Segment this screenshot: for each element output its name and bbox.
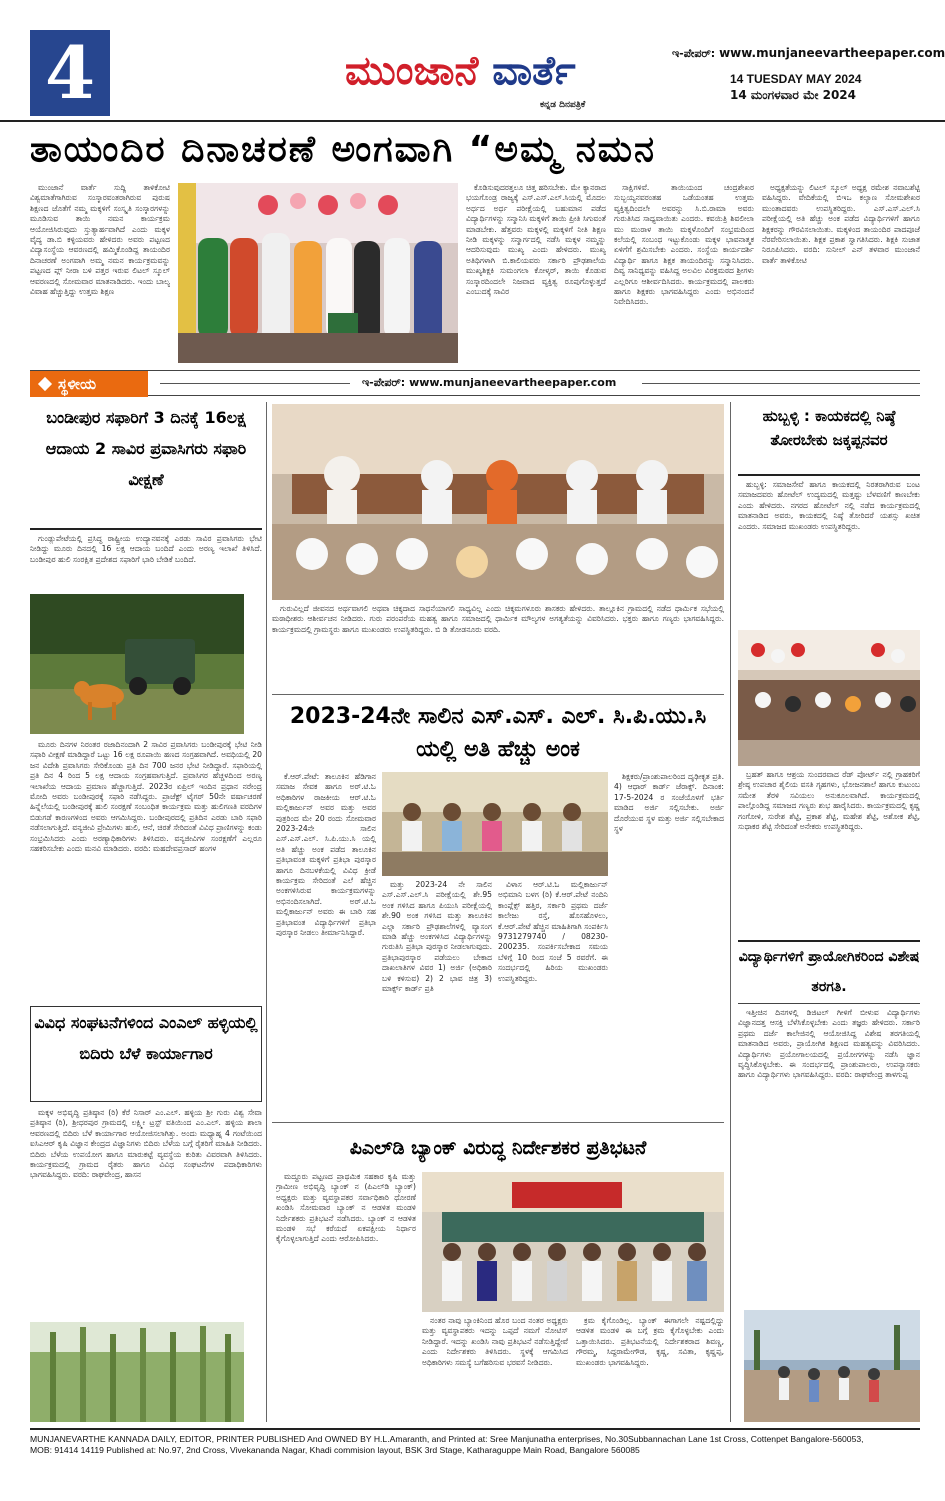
center-photo-image [272, 404, 724, 600]
hubli-body-2 [738, 770, 920, 936]
hubli-body-2-text: ಬ್ರಹತ್ ಹಾಗೂ ಆಶ್ರಯ ಸುಂದರವಾದ ರೆಡ್ ಪೋರ್ಟ್ ನಲ್ಲಿ ಗ್ರಾಹಕರಿಗೆ ಶ್ರೇಷ್ಠ ಉಪಚಾರ ಶೈಲಿಯ ವಸತಿ ಗೃಹಗಳು, ಭೋಜನಶಾಲೆ ಹಾಗೂ ಕುಟುಂಬ ಸಮೇತ ತೆರಳಿ ಸವಿಯಲು ಅನುಕೂಲವಾಗಿದೆ. ಕಾರ್ಯಕ್ರಮದಲ್ಲಿ ಪಾಲ್ಗೊಂಡಿದ್ದ ಸಮಾಜದ ಗಣ್ಯರು ಶುಭ ಹಾರೈಸಿದರು. ಕಾರ್ಯಕ್ರಮದಲ್ಲಿ ಕೃಷ್ಣ ಗಂಗೋಳಿ, ಸುರೇಶ ಶೆಟ್ಟಿ, ಪ್ರಕಾಶ ಶೆಟ್ಟಿ, ಮಹೇಶ ಶೆಟ್ಟಿ, ಅಶೋಕ ಶೆಟ್ಟಿ, ಸುಧಾಕರ ಶೆಟ್ಟಿ ಸೇರಿದಂತೆ ಅನೇಕರು ಉಪಸ್ಥಿತರಿದ್ದರು. [738, 770, 920, 832]
safari-photo-image [30, 594, 244, 734]
logo-word-munjane: ಮುಂಜಾನೆ [345, 48, 479, 94]
logo-subtitle: ಕನ್ನಡ ದಿನಪತ್ರಿಕೆ [540, 100, 586, 110]
section-tag-local: ಸ್ಥಳೀಯ [30, 371, 148, 397]
sslc-column-4 [614, 772, 724, 902]
bandipur-headline: ಬಂಡೀಪುರ ಸಫಾರಿಗೆ 3 ದಿನಕ್ಕೆ 16ಲಕ್ಷ ಆದಾಯ 2 ಸಾವಿರ ಪ್ರವಾಸಿಗರು ಸಫಾರಿ ವೀಕ್ಷಣೆ [30, 402, 262, 530]
lead-column-4 [762, 183, 920, 363]
bandipur-intro [30, 534, 262, 590]
bamboo-body-text: ಮಕ್ಕಳ ಅಭಿವೃದ್ಧಿ ಪ್ರತಿಷ್ಠಾನ (ರಿ) ಕೆರೆ ನಿಸಾರ್ ಎಂ.ಎಲ್. ಹಳ್ಳಿಯ ಶ್ರೀ ಗುರು ವಿಶ್ವ ಸೇವಾ ಪ್ರತಿಷ್ಠಾನ (ರಿ), ಶ್ರೀಧರಪುರ ಗ್ರಾಮದಲ್ಲಿ ಲಕ್ಷ್ಮೀ ಟ್ರಸ್ಟ್ ವತಿಯಿಂದ ಎಂ.ಎಲ್. ಹಳ್ಳಿಯ ಶಾಲಾ ಆವರಣದಲ್ಲಿ ಬಿದಿರು ಬೆಳೆ ಕಾರ್ಯಾಗಾರ ಆಯೋಜಿಸಲಾಗಿತ್ತು. ಅಂದು ಮಧ್ಯಾಹ್ನ 4 ಗಂಟೆಯಿಂದ ಐಸಿಎಆರ್ ಕೃಷಿ ವಿಜ್ಞಾನ ಕೇಂದ್ರದ ವಿಜ್ಞಾನಿಗಳು ಬಿದಿರು ಬೆಳೆಯ ಬಗ್ಗೆ ರೈತರಿಗೆ ಮಾಹಿತಿ ನೀಡಿದರು. ಬಿದಿರು ಬೆಳೆಯ ಉಪಯೋಗ ಹಾಗೂ ಮಾರುಕಟ್ಟೆ ವ್ಯವಸ್ಥೆಯ ಕುರಿತು ವಿವರವಾಗಿ ತಿಳಿಸಿದರು. ಕಾರ್ಯಕ್ರಮದಲ್ಲಿ ಗ್ರಾಮದ ರೈತರು ಹಾಗೂ ವಿವಿಧ ಸಂಘಟನೆಗಳ ಪದಾಧಿಕಾರಿಗಳು ಭಾಗವಹಿಸಿದ್ದರು. ವರದಿ: ರಾಘವೇಂದ್ರ, ಹಾಸನ [30, 1108, 262, 1180]
pld-column-3-text: ಕ್ರಮ ಕೈಗೊಂಡಿಲ್ಲ. ಬ್ಯಾಂಕ್ ಈಗಾಗಲೇ ನಷ್ಟದಲ್ಲಿದ್ದು ಆಡಳಿತ ಮಂಡಳಿ ಈ ಬಗ್ಗೆ ಕ್ರಮ ಕೈಗೊಳ್ಳಬೇಕು ಎಂದು ಒತ್ತಾಯಿಸಿದರು. ಪ್ರತಿಭಟನೆಯಲ್ಲಿ ನಿರ್ದೇಶಕರಾದ ಶಿವಣ್ಣ, ಗೌರಮ್ಮ, ಸಿದ್ದರಾಮೇಗೌಡ, ಕೃಷ್ಣ, ಸವಿತಾ, ಕೃಷ್ಣಪ್ಪ, ಮುಖಂಡರು ಭಾಗವಹಿಸಿದ್ದರು. [576, 1316, 724, 1367]
lead-column-4-text: ಅಧ್ಯಕ್ಷತೆಯನ್ನು ಲಿಟಲ್ ಸ್ಕೂಲ್ ಅಧ್ಯಕ್ಷ ರಮೇಶ ನವಾಬಶೆಟ್ಟಿ ವಹಿಸಿದ್ದರು. ವೇದಿಕೆಯಲ್ಲಿ ಬಿಇಒ ಕಲ್ಯಾಣ ಸೋಮಶೇಖರ ಮುಂತಾದವರು ಉಪಸ್ಥಿತರಿದ್ದರು. ಎಸ್.ಎಸ್.ಎಲ್.ಸಿ ಪರೀಕ್ಷೆಯಲ್ಲಿ ಅತಿ ಹೆಚ್ಚು ಅಂಕ ಪಡೆದ ವಿದ್ಯಾರ್ಥಿಗಳಿಗೆ ಹಾಗೂ ಶಿಕ್ಷಕರನ್ನು ಗೌರವಿಸಲಾಯಿತು. ಮಕ್ಕಳಿಂದ ತಾಯಂದಿರ ಪಾದಪೂಜೆ ನೆರವೇರಿಸಲಾಯಿತು. ಶಿಕ್ಷಕ ಪ್ರಕಾಶ ಸ್ವಾಗತಿಸಿದರು. ಶಿಕ್ಷಕಿ ಸುಜಾತ ನಿರೂಪಿಸಿದರು. ವರದಿ: ಸುನೀಲ್ ಎನ್ ತಳವಾರ ಮುಂಜಾನೆ ವಾರ್ತೆ ತಾಳಿಕೋಟಿ [762, 183, 920, 265]
lead-column-3-text: ಸಾಕ್ಷಿಗಳಿವೆ. ತಾಯಿಯಂದ ಚಂದ್ರಶೇಖರ ಸುಬ್ಬಯ್ಯನವರಂತಹ ಒಡೆಯಂತಹ ಉತ್ತಮ ವ್ಯಕ್ತಿತ್ವದಿಂದಲೇ ಅವರನ್ನು ಸಿ.ಬಿ.ರಾಮಾ ಅವರು ಗುರುತಿಸಿದ ಸಾಧ್ಯವಾಯಿತು ಎಂದರು. ಕವಯಿತ್ರಿ ಶಿವಲೀಲಾ ಮು ಮುರಾಳ ತಾಯಿ ಮಕ್ಕಳೊಂದಿಗೆ ಸಂಭ್ರಮದಿಂದ ಕಲೆಯಲ್ಲಿ ಸಂಬಂಧ ಇಟ್ಟುಕೊಂಡು ಮಕ್ಕಳ ಭಾವನಾತ್ಮಕ ಏಳಿಗೆಗೆ ಶ್ರಮಿಸಬೇಕು ಎಂದರು. ಸಂಸ್ಥೆಯ ಕಾರ್ಯದರ್ಶಿ ವಿದ್ಯಾರ್ಥಿ ಹಾಗೂ ಶಿಕ್ಷಕ ತಾಯಂದಿರನ್ನು ಸನ್ಮಾನಿಸಿದರು. ದಿವ್ಯ ಸಾನಿಧ್ಯವನ್ನು ವಹಿಸಿದ್ದ ಅಲವಿಲ ವಿರಕ್ತಮಠದ ಶ್ರೀಗಳು ಎಲ್ಲರಿಗೂ ಆಶೀರ್ವದಿಸಿದರು. ಕಾರ್ಯಕ್ರಮದಲ್ಲಿ ಪಾಲಕರು ಹಾಗೂ ಶಿಕ್ಷಕರು ಭಾಗವಹಿಸಿದ್ದರು ಎಂದು ಅಭಿನಂದನೆ ನಿವೇದಿಸಿದರು. [614, 183, 754, 307]
epaper-link[interactable] [672, 46, 945, 61]
bamboo-photo-image [30, 1322, 244, 1422]
pld-column-1-text: ಮದ್ದೂರು ಪಟ್ಟಣದ ಪ್ರಾಥಮಿಕ ಸಹಕಾರ ಕೃಷಿ ಮತ್ತು ಗ್ರಾಮೀಣ ಅಭಿವೃದ್ಧಿ ಬ್ಯಾಂಕ್ ನ (ಪಿಎಲ್‌ಡಿ ಬ್ಯಾಂಕ್) ಅಧ್ಯಕ್ಷರು ಮತ್ತು ವ್ಯವಸ್ಥಾಪಕರ ಸರ್ವಾಧಿಕಾರಿ ಧೋರಣೆ ಖಂಡಿಸಿ ಸೋಮವಾರ ಬ್ಯಾಂಕ್ ನ ಆಡಳಿತ ಮಂಡಳಿ ನಿರ್ದೇಶಕರು ಪ್ರತಿಭಟನೆ ನಡೆಸಿದರು. ಬ್ಯಾಂಕ್ ನ ಆಡಳಿತ ಮಂಡಳಿ ಸಭೆ ಕರೆಯದೆ ಏಕಪಕ್ಷೀಯ ನಿರ್ಧಾರ ಕೈಗೊಳ್ಳಲಾಗುತ್ತಿದೆ ಎಂದು ಆರೋಪಿಸಿದರು. [276, 1172, 416, 1244]
page-number: 4 [30, 30, 110, 116]
special-class-headline: ವಿದ್ಯಾರ್ಥಿಗಳಿಗೆ ಪ್ರಾಯೋಗಿಕರಿಂದ ವಿಶೇಷ ತರಗತಿ. [738, 940, 920, 1004]
bandipur-body [30, 740, 262, 1000]
section-rule-right [642, 383, 920, 384]
sslc-column-2-text: ಮತ್ತು 2023-24 ನೇ ಸಾಲಿನ ಎಸ್.ಎಸ್.ಎಲ್.ಸಿ ಪರೀಕ್ಷೆಯಲ್ಲಿ ಶೇ.95 ಅಂಕ ಗಳಿಸಿದ ಹಾಗೂ ಪಿಯುಸಿ ಪರೀಕ್ಷೆಯಲ್ಲಿ ಶೇ.90 ಅಂಕ ಗಳಿಸಿದ ಮತ್ತು ತಾಲೂಕಿನ ಎಲ್ಲಾ ಸರ್ಕಾರಿ ಪ್ರೌಢಶಾಲೆಗಳಲ್ಲಿ ವ್ಯಾಸಂಗ ಮಾಡಿ ಹೆಚ್ಚು ಅಂಕಗಳಿಸಿದ ವಿದ್ಯಾರ್ಥಿಗಳನ್ನು ಗುರುತಿಸಿ ಪ್ರತಿಭಾ ಪುರಸ್ಕಾರ ನೀಡಲಾಗುವುದು. ಪ್ರತಿಭಾಪುರಸ್ಕಾರ ಪಡೆಯಲು ಬೇಕಾದ ದಾಖಲಾತಿಗಳ ವಿವರ 1) ಅರ್ಜಿ (ಅಧಿಕಾರಿ ಬಳಿ ಕಳಿಸುವ) 2) 2 ಭಾವ ಚಿತ್ರ 3) ಮಾರ್ಕ್ಸ್ ಕಾರ್ಡ್ ಪ್ರತಿ [382, 880, 492, 994]
special-class-body [738, 1008, 920, 1306]
epaper-label: ಇ-ಪೇಪರ್: [672, 47, 716, 60]
newspaper-logo [345, 46, 635, 96]
center-photo-caption [272, 604, 724, 690]
column-divider-left [266, 402, 267, 1422]
sslc-column-1 [276, 772, 376, 1120]
sslc-column-2 [382, 880, 492, 1120]
sslc-column-3 [498, 880, 608, 1120]
center-divider-2 [272, 1122, 724, 1123]
bandipur-safari-photo [30, 594, 244, 734]
pld-column-2-text: ನಂತರ ನಾವು ಬ್ಯಾಂಕಿನಿಂದ ಹೊರ ಬಂದ ನಂತರ ಅಧ್ಯಕ್ಷರು ಮತ್ತು ವ್ಯವಸ್ಥಾಪಕರು ಇದನ್ನು ಒಪ್ಪದೆ ನಮಗೆ ನೋಟಿಸ್ ನೀಡಿದ್ದಾರೆ. ಇದನ್ನು ಖಂಡಿಸಿ ನಾವು ಪ್ರತಿಭಟನೆ ನಡೆಸುತ್ತಿದ್ದೇವೆ ಎಂದು ನಿರ್ದೇಶಕರು ತಿಳಿಸಿದರು. ಸ್ಥಳಕ್ಕೆ ಆಗಮಿಸಿದ ಅಧಿಕಾರಿಗಳು ಸಮಸ್ಯೆ ಬಗೆಹರಿಸುವ ಭರವಸೆ ನೀಡಿದರು. [422, 1316, 568, 1367]
pld-protest-photo [422, 1172, 724, 1312]
special-class-photo [744, 1310, 920, 1422]
lead-photo-image [178, 183, 458, 363]
bamboo-photo [30, 1322, 244, 1422]
special-class-body-text: ಇತ್ತೀಚಿನ ದಿನಗಳಲ್ಲಿ ಡಿಜಿಟಲ್ ಗೀಳಿಗೆ ಬೀಳುವ ವಿದ್ಯಾರ್ಥಿಗಳು ವಿಜ್ಞಾನದತ್ತ ಆಸಕ್ತಿ ಬೆಳೆಸಿಕೊಳ್ಳಬೇಕು ಎಂದು ತಜ್ಞರು ಹೇಳಿದರು. ಸರ್ಕಾರಿ ಪ್ರಥಮ ದರ್ಜೆ ಕಾಲೇಜಿನಲ್ಲಿ ಆಯೋಜಿಸಿದ್ದ ವಿಶೇಷ ತರಗತಿಯಲ್ಲಿ ಮಾತನಾಡಿದ ಅವರು, ಪ್ರಾಯೋಗಿಕ ಶಿಕ್ಷಣದ ಮಹತ್ವವನ್ನು ವಿವರಿಸಿದರು. ವಿದ್ಯಾರ್ಥಿಗಳು ಪ್ರಯೋಗಾಲಯದಲ್ಲಿ ಪ್ರಯೋಗಗಳನ್ನು ನಡೆಸಿ ಜ್ಞಾನ ವೃದ್ಧಿಸಿಕೊಳ್ಳಬೇಕು. ಈ ಸಂದರ್ಭದಲ್ಲಿ ಪ್ರಾಂಶುಪಾಲರು, ಉಪನ್ಯಾಸಕರು ಹಾಗೂ ವಿದ್ಯಾರ್ಥಿಗಳು ಭಾಗವಹಿಸಿದ್ದರು. ವರದಿ: ರಾಘವೇಂದ್ರ ತಾಳಗುಪ್ಪ [738, 1008, 920, 1080]
center-event-photo [272, 404, 724, 600]
pld-column-1 [276, 1172, 416, 1422]
special-class-photo-image [744, 1310, 920, 1422]
hubli-headline: ಹುಬ್ಬಳ್ಳಿ : ಕಾಯಕದಲ್ಲಿ ನಿಷ್ಠೆ ತೋರಬೇಕು ಜಕ್ಕಪ್ಪನವರ [738, 404, 920, 476]
sslc-photo [382, 772, 608, 876]
sslc-column-3-text: ವಿಳಾಸ ಆರ್.ಟಿ.ಓ ಮಲ್ಲಿಕಾರ್ಜುನ್ ಅಭಿಮಾನಿ ಬಳಗ (ರಿ) ಕೆ.ಆರ್.ಪೇಟೆ ನಂದಿನಿ ಕಾಂಪ್ಲೆಕ್ಸ್ ಹತ್ತಿರ, ಸರ್ಕಾರಿ ಪ್ರಥಮ ದರ್ಜೆ ಕಾಲೇಜು ರಸ್ತೆ, ಹೊಸಹೊಳಲು, ಕೆ.ಆರ್.ಪೇಟೆ ಹೆಚ್ಚಿನ ಮಾಹಿತಿಗಾಗಿ ಸಂಪರ್ಕಿಸಿ 9731279740 / 08230- 200235. ಸಂಪರ್ಕಿಸಬೇಕಾದ ಸಮಯ ಬೆಳಿಗ್ಗೆ 10 ರಿಂದ ಸಂಜೆ 5 ರವರೆಗೆ. ಈ ಸಂದರ್ಭದಲ್ಲಿ ಹಿರಿಯ ಮುಖಂಡರು ಉಪಸ್ಥಿತರಿದ್ದರು. [498, 880, 608, 983]
section-epaper-link[interactable] [362, 376, 616, 390]
lead-column-2 [466, 183, 606, 363]
center-divider-1 [272, 694, 724, 695]
sslc-column-1-text: ಕೆ.ಆರ್.ಪೇಟೆ: ತಾಲೂಕಿನ ಹೆಡಿಗಾನ ಸಮಾಜ ಸೇವಕ ಹಾಗೂ ಅರ್.ಟಿ.ಓ ಅಧಿಕಾರಿಗಳ ರಾಜಕೀಯ ಆರ್.ಟಿ.ಓ ಮಲ್ಲಿಕಾರ್ಜುನ್ ಅವರ ಮತ್ತು ಅವರ ಪುತ್ರರಿಂದ ಮೇ 20 ರಂದು ಸೋಮವಾರ 2023-24ನೇ ಸಾಲಿನ ಎಸ್.ಎಸ್.ಎಲ್. ಸಿ.ಪಿ.ಯು.ಸಿ ಯಲ್ಲಿ ಅತಿ ಹೆಚ್ಚು ಅಂಕ ಪಡೆದ ತಾಲೂಕಿನ ಪ್ರತಿಭಾವಂತ ಮಕ್ಕಳಿಗೆ ಪ್ರತಿಭಾ ಪುರಸ್ಕಾರ ಹಾಗೂ ದಿನಬಳಕೆಯಲ್ಲಿ ವಿವಿಧ ಕ್ರೀಡೆ ಕಾರ್ಯಕ್ರಮ ಸೇರಿದಂತೆ ಎಲೆ ಹೆಚ್ಚಿನ ಅಂಕಗಳಿಸಿರುವ ಕಾರ್ಯಕ್ರಮಗಳನ್ನು ಅಭಿನಂದಿಸಲಾಗಿದೆ. ಅರ್.ಟಿ.ಓ ಮಲ್ಲಿಕಾರ್ಜುನ್ ಅವರು ಈ ಬಾರಿ ಸಹ ಪ್ರತಿಭಾವಂತ ವಿದ್ಯಾರ್ಥಿಗಳಿಗೆ ಪ್ರತಿಭಾ ಪುರಸ್ಕಾರ ನೀಡಲು ತೀರ್ಮಾನಿಸಿದ್ದಾರೆ. [276, 772, 376, 938]
epaper-url[interactable]: www.munjaneevartheepaper.com [719, 46, 945, 60]
sslc-headline: 2023-24ನೇ ಸಾಲಿನ ಎಸ್.ಎಸ್. ಎಲ್. ಸಿ.ಪಿ.ಯು.ಸಿ ಯಲ್ಲಿ ಅತಿ ಹೆಚ್ಚು ಅಂಕ [289, 704, 707, 762]
bamboo-headline: ವಿವಿಧ ಸಂಘಟನೆಗಳಿಂದ ಎಂಎಲ್ ಹಳ್ಳಿಯಲ್ಲಿ ಬಿದಿರು ಬೆಳೆ ಕಾರ್ಯಾಗಾರ [30, 1006, 262, 1102]
date-english: 14 TUESDAY MAY 2024 [730, 72, 862, 86]
section-epaper-label: ಇ-ಪೇಪರ್: [362, 376, 406, 389]
pld-photo-image [422, 1172, 724, 1312]
lead-column-3 [614, 183, 754, 363]
imprint-footer [30, 1428, 920, 1464]
hubli-photo-image [738, 630, 920, 766]
column-divider-right [730, 402, 731, 1422]
imprint-line-1: MUNJANEVARTHE KANNADA DAILY, EDITOR, PRINTER PUBLISHED And OWNED BY H.L.Amaranth, and Printed at: Sree Manjunatha enterprises, No.30Subbannachan Lane 1st Cross, Cottenpet Bangalore-560053, [30, 1434, 864, 1444]
sslc-photo-image [382, 772, 608, 876]
hubli-photo [738, 630, 920, 766]
pld-headline: ಪಿಎಲ್‌ಡಿ ಬ್ಯಾಂಕ್ ವಿರುದ್ಧ ನಿರ್ದೇಶಕರ ಪ್ರತಿಭಟನೆ [349, 1137, 647, 1159]
imprint-line-2: MOB: 91414 14119 Published at: No.97, 2nd Cross, Vivekananda Nagar, Khadi commision layout, BSK 3rd Stage, Katharaguppe Main Road, Bangalore 560085 [30, 1445, 640, 1455]
pld-column-3 [576, 1316, 724, 1422]
hubli-body-text: ಹುಬ್ಬಳ್ಳಿ: ಸಮಾಜಸೇವೆ ಹಾಗೂ ಕಾಯಕದಲ್ಲಿ ನಿರತರಾಗಿರುವ ಬಂಟ ಸಮಾಜದವರು ಹೋಟೆಲ್ ಉದ್ಯಮದಲ್ಲಿ ಮತ್ತಷ್ಟು ಬೆಳವಣಿಗೆ ಕಾಣಬೇಕು ಎಂದು ಹೇಳಿದರು. ನಗರದ ಹೋಟೆಲ್ ನಲ್ಲಿ ನಡೆದ ಕಾರ್ಯಕ್ರಮದಲ್ಲಿ ಮಾತನಾಡಿದ ಅವರು, ಕಾಯಕದಲ್ಲಿ ನಿಷ್ಠೆ ತೋರಿದರೆ ಯಶಸ್ಸು ಖಚಿತ ಎಂದರು. ಸಮಾಜದ ಮುಖಂಡರು ಉಪಸ್ಥಿತರಿದ್ದರು. [738, 480, 920, 531]
sslc-column-4-text: ಶಿಕ್ಷಕರು/ಪ್ರಾಂಶುಪಾಲರಿಂದ ದೃಢೀಕೃತ ಪ್ರತಿ. 4) ಆಧಾರ್ ಕಾರ್ಡ್ ಜೆರಾಕ್ಸ್. ದಿನಾಂಕ: 17-5-2024 ರ ಸಂಜೆಯೊಳಗೆ ಭರ್ತಿ ಮಾಡಿದ ಅರ್ಜಿ ಸಲ್ಲಿಸಬೇಕು. ಅರ್ಜಿ ದೊರೆಯುವ ಸ್ಥಳ ಮತ್ತು ಅರ್ಜಿ ಸಲ್ಲಿಸಬೇಕಾದ ಸ್ಥಳ [614, 772, 724, 834]
masthead [0, 0, 945, 122]
bandipur-body-text: ಮೂರು ದಿನಗಳ ನಿರಂತರ ರಜಾದಿನಂದಾಗಿ 2 ಸಾವಿರ ಪ್ರವಾಸಿಗರು ಬಂಡೀಪುರಕ್ಕೆ ಭೇಟಿ ನೀಡಿ ಸಫಾರಿ ವೀಕ್ಷಣೆ ಮಾಡಿದ್ದಾರೆ ಒಟ್ಟು 16 ಲಕ್ಷ ರೂಪಾಯಿ ಹಣದ ಸಂಗ್ರಹವಾಗಿದೆ. ಅವಧಿಯಲ್ಲಿ 20 ಜನ ವಿದೇಶಿ ಪ್ರವಾಸಿಗರು ಸೇರಿಕೊಂಡು ಪ್ರತಿ ದಿನ 700 ಜನರ ಭೇಟಿ ನೀಡಿದ್ದಾರೆ. ಸಫಾರಿಯಲ್ಲಿ ಪ್ರತಿ ದಿನ 4 ರಿಂದ 5 ಲಕ್ಷ ಆದಾಯ ಸಂಗ್ರಹವಾಗುತ್ತಿದೆ. ಪ್ರವಾಸಿಗರ ಹೆಚ್ಚಳದಿಂದ ಅರಣ್ಯ ಇಲಾಖೆಯ ಆದಾಯ ಪ್ರಮಾಣ ಹೆಚ್ಚಾಗುತ್ತಿದೆ. 2023ರ ಏಪ್ರಿಲ್ ಇಂದಿನ ಪ್ರಧಾನ ನರೇಂದ್ರ ಮೋದಿ ಅವರು ಬಂಡೀಪುರಕ್ಕೆ ಸಫಾರಿ ನಡೆಸಿದ್ದರು. ಪ್ರಾಜೆಕ್ಟ್ ಟೈಗರ್ 50ನೇ ವರ್ಷಾಚರಣೆ ಹಿನ್ನೆಲೆಯಲ್ಲಿ ಬಂಡೀಪುರಕ್ಕೆ ಹುಲಿ ಸಂರಕ್ಷಣೆ ಸಂಬಂಧಿತ ಕಾರ್ಯಕ್ರಮ ಮತ್ತು ಹುಲಿಗಣತಿ ವರದಿಗಳ ಬಿಡುಗಡೆ ಕಾರಣಗಳಿಂದ ಅವರು ಆಗಮಿಸಿದ್ದರು. ಬಂಡೀಪುರದಲ್ಲಿ ಪ್ರತಿದಿನ ಎರಡು ಬಾರಿ ಸಫಾರಿ ನಡೆಸಲಾಗುತ್ತಿದೆ. ವನ್ಯಜೀವಿ ಪ್ರೇಮಿಗಳು ಹುಲಿ, ಆನೆ, ಚಿರತೆ ಸೇರಿದಂತೆ ವಿವಿಧ ಪ್ರಾಣಿಗಳನ್ನು ಕಂಡು ಸಂಭ್ರಮಿಸಿದರು ಎಂದು ಅರಣ್ಯಾಧಿಕಾರಿಗಳು ತಿಳಿಸಿದರು. ವನ್ಯಜೀವಿಗಳ ಸಂರಕ್ಷಣೆಗೆ ಎಲ್ಲರೂ ಸಹಕರಿಸಬೇಕು ಎಂದು ಮನವಿ ಮಾಡಿದರು. ವರದಿ: ಮಹದೇವಪ್ರಸಾದ್ ಹಂಗಳ [30, 740, 262, 854]
pld-column-2 [422, 1316, 568, 1422]
lead-photo [178, 183, 458, 363]
bamboo-body [30, 1108, 262, 1316]
lead-column-1 [30, 183, 170, 363]
section-epaper-url[interactable]: www.munjaneevartheepaper.com [409, 376, 617, 389]
hubli-body [738, 480, 920, 626]
center-caption-text: ಗುರುವಿಲ್ಲದೆ ಜೀವನದ ಅರ್ಥವಾಗಲಿ ಅಥವಾ ಚಿಕ್ಕದಾದ ಸಾಧನೆಯಾಗಲಿ ಸಾಧ್ಯವಿಲ್ಲ ಎಂದು ಚಿಕ್ಕಮಗಳೂರು ಶಾಸಕರು ಹೇಳಿದರು. ತಾಲ್ಲೂಕಿನ ಗ್ರಾಮದಲ್ಲಿ ನಡೆದ ಧಾರ್ಮಿಕ ಸಭೆಯಲ್ಲಿ ಮಠಾಧೀಶರು ಆಶೀರ್ವಚನ ನೀಡಿದರು. ಗುರು ಪರಂಪರೆಯ ಮಹತ್ವ ಹಾಗೂ ಸಮಾಜದಲ್ಲಿ ಧಾರ್ಮಿಕ ಮೌಲ್ಯಗಳ ಅಗತ್ಯತೆಯನ್ನು ವಿವರಿಸಿದರು. ಭಕ್ತರು ಹಾಗೂ ಗಣ್ಯರು ಭಾಗವಹಿಸಿದ್ದರು. ಕಾರ್ಯಕ್ರಮದಲ್ಲಿ ಗ್ರಾಮಸ್ಥರು ಹಾಗೂ ಮುಖಂಡರು ಉಪಸ್ಥಿತರಿದ್ದರು. ಬಿ ಡಿ ತೋಡನೂರು ವರದಿ. [272, 604, 724, 634]
section-bar [30, 370, 920, 396]
logo-word-varthe: ವಾರ್ತೆ [492, 48, 576, 94]
lead-column-2-text: ಕೊಡಿಸುವುದರತ್ತಲೂ ಚಿತ್ತ ಹರಿಸಬೇಕು. ಮೇ ಕ್ಯಾನರಾದ ಭಯಗೊಂಡ್ರ ರಾಜ್ಯಕ್ಕೆ ಎಸ್.ಎಸ್.ಎಲ್.ಸಿಯಲ್ಲಿ ಮೊದಲ ಅರ್ಧದ ಅರ್ಧ ಪರೀಕ್ಷೆಯಲ್ಲಿ ಬಹುಮಾನ ಪಡೆದ ವಿದ್ಯಾರ್ಥಿಗಳನ್ನು ಸನ್ಮಾನಿಸಿ ಮಕ್ಕಳಿಗೆ ತಾಯಿ ಪ್ರೀತಿ ಸಿಗುವಂತೆ ಮಾಡಬೇಕು. ಹೆತ್ತವರು ಮಕ್ಕಳಲ್ಲಿ ಮಕ್ಕಳಿಗೆ ನೀತಿ ಶಿಕ್ಷಣ ನೀಡಿ ಮಕ್ಕಳನ್ನು ಸನ್ಮಾರ್ಗದಲ್ಲಿ ನಡೆಸಿ ಮಕ್ಕಳ ನಮ್ಮನ್ನು ಆದರಿಸುವುದು ಮುಖ್ಯ ಎಂದು ಹೇಳಿದರು. ಮುಖ್ಯ ಅತಿಥಿಗಳಾಗಿ ಬಿ.ಕಾಲಿಯವರು ಸರ್ಕಾರಿ ಪ್ರೌಢಶಾಲೆಯ ಮುಖ್ಯಶಿಕ್ಷಕಿ ಸುಮಂಗಲಾ ಕೋಳ್ಕರ್, ತಾಯಿ ಕೊಡುವ ಸಂಸ್ಕಾರದಿಂದಲೇ ನಿಜವಾದ ವ್ಯಕ್ತಿತ್ವ ರೂಪುಗೊಳ್ಳುತ್ತದೆ ಎಂಬುದಕ್ಕೆ ಸಾವಿರ [466, 183, 606, 297]
section-rule-left [160, 383, 350, 384]
bandipur-intro-text: ಗುಂಡ್ಲುಪೇಟೆಯಲ್ಲಿ ಪ್ರಸಿದ್ಧ ರಾಷ್ಟ್ರೀಯ ಉದ್ಯಾನವನಕ್ಕೆ ಎರಡು ಸಾವಿರ ಪ್ರವಾಸಿಗರು ಭೇಟಿ ನೀಡಿದ್ದು ಮೂರು ದಿನದಲ್ಲಿ 16 ಲಕ್ಷ ಆದಾಯ ಬಂದಿದೆ ಎಂದು ಅರಣ್ಯ ಇಲಾಖೆ ತಿಳಿಸಿದೆ. ಬಂಡೀಪುರ ಹುಲಿ ಸಂರಕ್ಷಿತ ಪ್ರದೇಶದ ಸಫಾರಿಗೆ ಭಾರಿ ಬೇಡಿಕೆ ಬಂದಿದೆ. [30, 534, 262, 564]
lead-column-1-text: ಮುಂಜಾನೆ ವಾರ್ತೆ ಸುದ್ದಿ ತಾಳಿಕೋಟಿ ವಿಶ್ವಮಾತೆಗಾಗಿರುವ ಸಂಸ್ಕಾರವಂತರಾಗಿರುವ ಪುರುಷ ಶಿಕ್ಷಣದ ಜೊತೆಗೆ ನಮ್ಮ ಮಕ್ಕಳಿಗೆ ಸಂಸ್ಕೃತಿ ಸಂಸ್ಕಾರಗಳನ್ನು ಮೂಡಿಸುವ ತಾಯಿ ನಮನ ಕಾರ್ಯಕ್ರಮ ಆಯೋಜಿಸಿರುವುದು ಸ್ತುತ್ಯಾರ್ಹವಾಗಿದೆ ಎಂದು ಮಕ್ಕಳ ವೈದ್ಯ ಡಾ.ಬಿ ಕಳ್ಳಿಯವರು ಹೇಳಿದರು ಅವರು ಪಟ್ಟಣದ ವಿದ್ಯಾಸಂಸ್ಥೆಯ ಆವರಣದಲ್ಲಿ ಹಮ್ಮಿಕೊಂಡಿದ್ದ ತಾಯಂದಿರ ದಿನಾಚರಣೆ ಅಂಗವಾಗಿ ಅಮ್ಮ ನಮನ ಕಾರ್ಯಕ್ರಮವನ್ನು ಪಟ್ಟಣದ ಪ್ಲ್ ನೀರಾ ಬಳಿ ಪತ್ತರ ಇರುವ ಲಿಟಲ್ ಸ್ಕೂಲ್ ಆವರಣದಲ್ಲಿ ಸೋಮವಾರ ಮಾತನಾಡಿದರು. ಇಂದು ಬಾಲ್ಯ ವಿವಾಹ ಹೆಚ್ಚುತ್ತಿದ್ದು ಉತ್ತಮ ಶಿಕ್ಷಣ [30, 183, 170, 297]
lead-headline: ತಾಯಂದಿರ ದಿನಾಚರಣೆ ಅಂಗವಾಗಿ “ಅಮ್ಮ ನಮನ [30, 129, 656, 170]
date-kannada: 14 ಮಂಗಳವಾರ ಮೇ 2024 [730, 88, 857, 102]
